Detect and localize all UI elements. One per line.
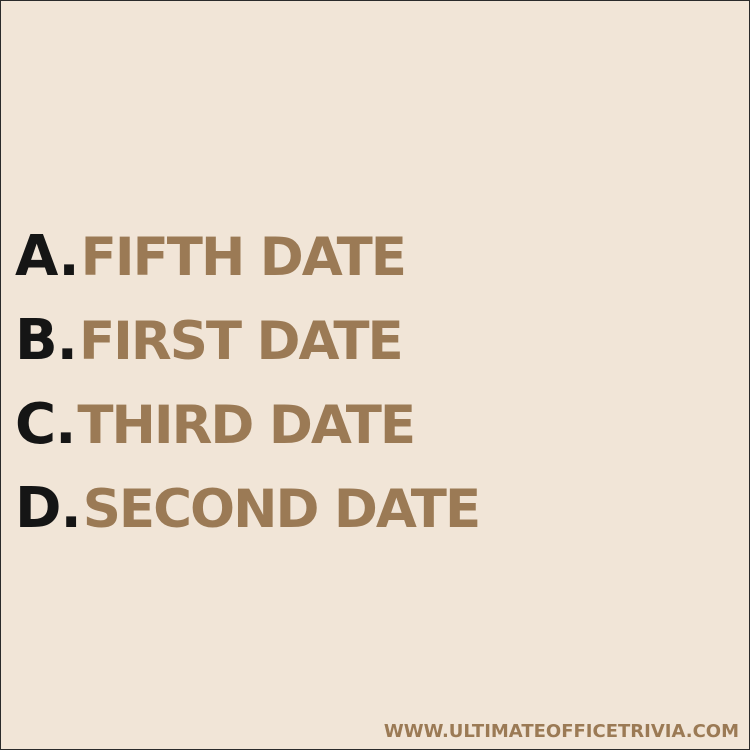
website-url: WWW.ULTIMATEOFFICETRIVIA.COM bbox=[383, 721, 739, 742]
option-text: FIFTH DATE bbox=[80, 226, 406, 288]
option-c bbox=[15, 383, 735, 467]
option-a bbox=[15, 215, 735, 299]
option-letter: D. bbox=[15, 476, 81, 541]
option-letter: C. bbox=[15, 392, 76, 457]
option-text: THIRD DATE bbox=[77, 394, 415, 456]
option-b bbox=[15, 299, 735, 383]
answer-options bbox=[15, 215, 735, 551]
option-letter: A. bbox=[15, 224, 79, 289]
option-d bbox=[15, 467, 735, 551]
option-text: FIRST DATE bbox=[78, 310, 402, 372]
option-letter: B. bbox=[15, 308, 77, 373]
option-text: SECOND DATE bbox=[82, 478, 480, 540]
